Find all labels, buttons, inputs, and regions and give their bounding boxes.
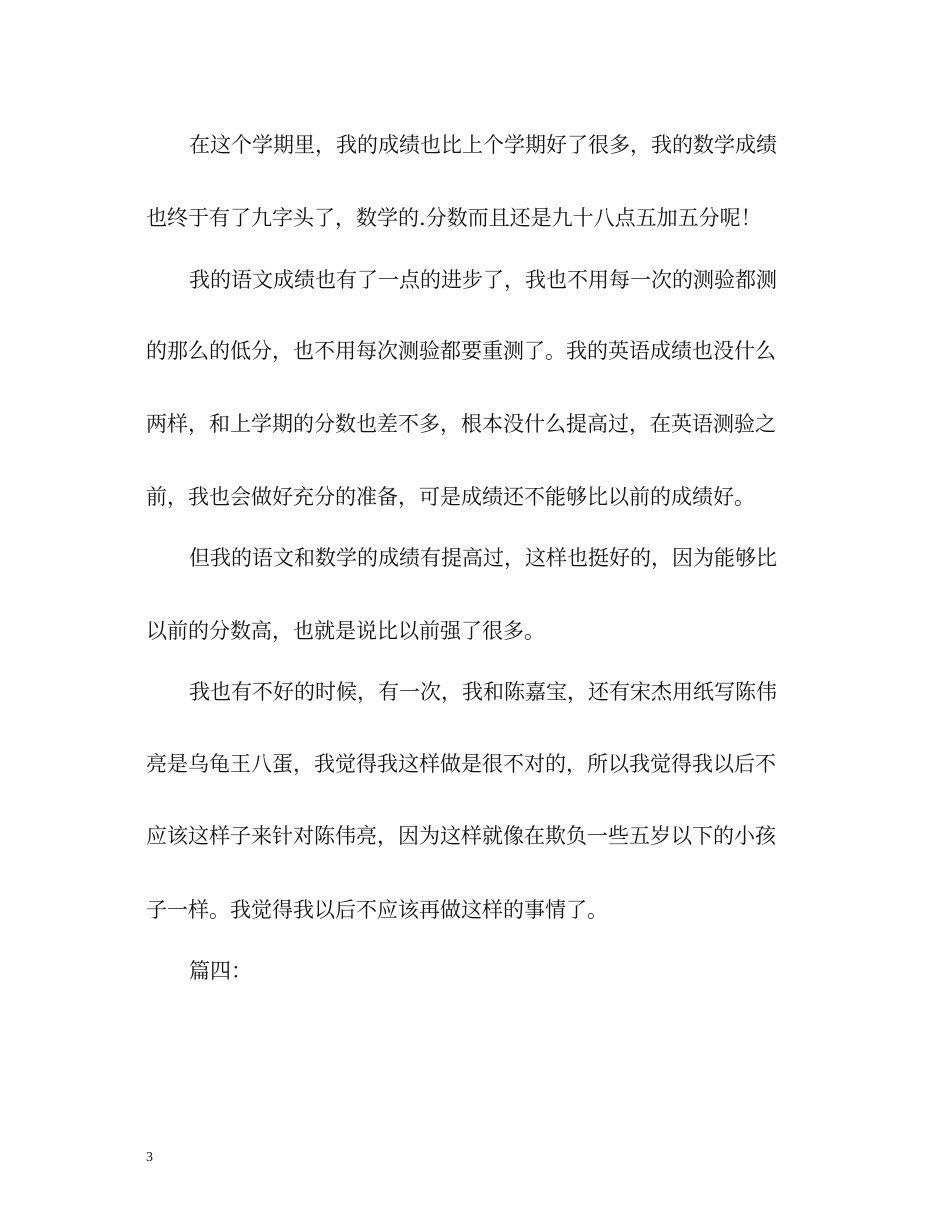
text-line-1: 在这个学期里，我的成绩也比上个学期好了很多，我的数学成绩 [189, 133, 777, 157]
text-line-10: 亮是乌龟王八蛋，我觉得我这样做是很不对的，所以我觉得我以后不 [146, 752, 776, 776]
text-line-12: 子一样。我觉得我以后不应该再做这样的事情了。 [146, 898, 608, 922]
text-line-8: 以前的分数高，也就是说比以前强了很多。 [146, 619, 545, 643]
text-line-4: 的那么的低分，也不用每次测验都要重测了。我的英语成绩也没什么 [146, 339, 776, 363]
text-line-2: 也终于有了九字头了，数学的.分数而且还是九十八点五加五分呢！ [146, 206, 762, 230]
text-line-9: 我也有不好的时候，有一次，我和陈嘉宝，还有宋杰用纸写陈伟 [189, 680, 777, 704]
text-line-11: 应该这样子来针对陈伟亮，因为这样就像在欺负一些五岁以下的小孩 [146, 824, 776, 848]
page-number: 3 [146, 1150, 153, 1165]
text-line-6: 前，我也会做好充分的准备，可是成绩还不能够比以前的成绩好。 [146, 485, 755, 509]
section-heading: 篇四： [189, 959, 252, 983]
text-line-3: 我的语文成绩也有了一点的进步了，我也不用每一次的测验都测 [189, 268, 777, 292]
text-line-7: 但我的语文和数学的成绩有提高过，这样也挺好的，因为能够比 [189, 546, 777, 570]
text-line-5: 两样，和上学期的分数也差不多，根本没什么提高过，在英语测验之 [146, 412, 776, 436]
